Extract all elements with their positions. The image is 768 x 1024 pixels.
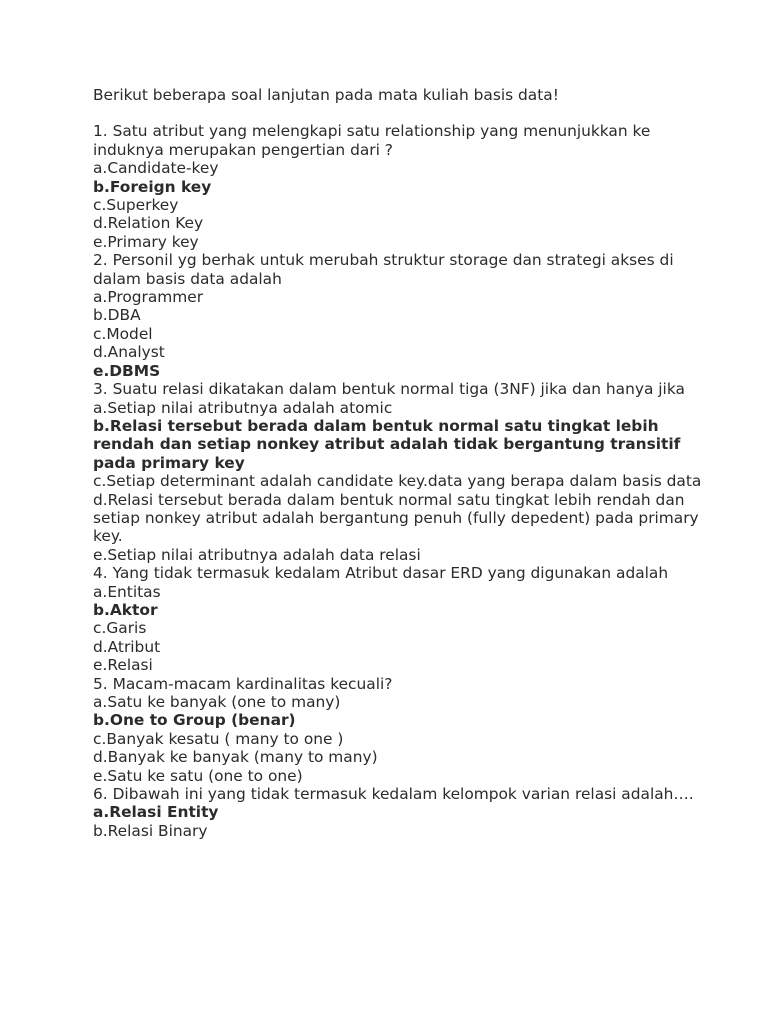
question-2 [93,251,703,380]
question-1-option-c: c.Superkey [93,196,179,215]
question-6 [93,785,703,840]
question-4-text: 4. Yang tidak termasuk kedalam Atribut dasar ERD yang digunakan adalah [93,564,669,583]
question-6-text: 6. Dibawah ini yang tidak termasuk kedalam kelompok varian relasi adalah…. [93,785,694,804]
question-4-option-e: e.Relasi [93,656,153,675]
question-5-text: 5. Macam-macam kardinalitas kecuali? [93,674,393,693]
question-4-option-a: a.Entitas [93,582,161,601]
question-1-text: 1. Satu atribut yang melengkapi satu relationship yang menunjukkan ke induknya merupakan pengertian dari ? [93,122,651,159]
question-3-option-a: a.Setiap nilai atributnya adalah atomic [93,398,393,417]
question-2-option-b: b.DBA [93,306,141,325]
question-1-option-d: d.Relation Key [93,214,204,233]
question-1 [93,122,703,251]
question-4-option-c: c.Garis [93,619,147,638]
question-5 [93,675,703,785]
question-3-option-c: c.Setiap determinant adalah candidate key.data yang berapa dalam basis data [93,472,702,491]
question-2-option-a: a.Programmer [93,288,204,307]
intro-text: Berikut beberapa soal lanjutan pada mata kuliah basis data! [93,86,559,104]
question-6-option-b: b.Relasi Binary [93,821,208,840]
question-2-option-c: c.Model [93,324,153,343]
question-5-option-b-answer: b.One to Group (benar) [93,711,296,730]
question-3-option-e: e.Setiap nilai atributnya adalah data relasi [93,545,421,564]
question-2-text: 2. Personil yg berhak untuk merubah struktur storage dan strategi akses di dalam basis data adalah [93,251,674,288]
document-page [93,86,703,840]
question-6-option-a-answer: a.Relasi Entity [93,803,219,822]
question-1-option-e: e.Primary key [93,232,199,251]
question-4-option-b-answer: b.Aktor [93,600,158,619]
question-3 [93,380,703,564]
question-5-option-d: d.Banyak ke banyak (many to many) [93,748,378,767]
question-1-option-a: a.Candidate-key [93,159,219,178]
question-5-option-c: c.Banyak kesatu ( many to one ) [93,729,344,748]
question-4-option-d: d.Atribut [93,637,161,656]
question-3-text: 3. Suatu relasi dikatakan dalam bentuk normal tiga (3NF) jika dan hanya jika [93,380,685,399]
question-1-option-b-answer: b.Foreign key [93,177,212,196]
question-5-option-a: a.Satu ke banyak (one to many) [93,693,341,711]
question-3-option-b-answer: b.Relasi tersebut berada dalam bentuk normal satu tingkat lebih rendah dan setiap nonkey atribut adalah tidak bergantung transitif pada primary key [93,416,681,472]
question-2-option-e-answer: e.DBMS [93,361,161,380]
question-4 [93,564,703,674]
question-5-option-e: e.Satu ke satu (one to one) [93,766,303,785]
question-3-option-d: d.Relasi tersebut berada dalam bentuk normal satu tingkat lebih rendah dan setiap nonkey atribut adalah bergantung penuh (fully depedent) pada primary key. [93,490,699,546]
question-2-option-d: d.Analyst [93,343,165,362]
